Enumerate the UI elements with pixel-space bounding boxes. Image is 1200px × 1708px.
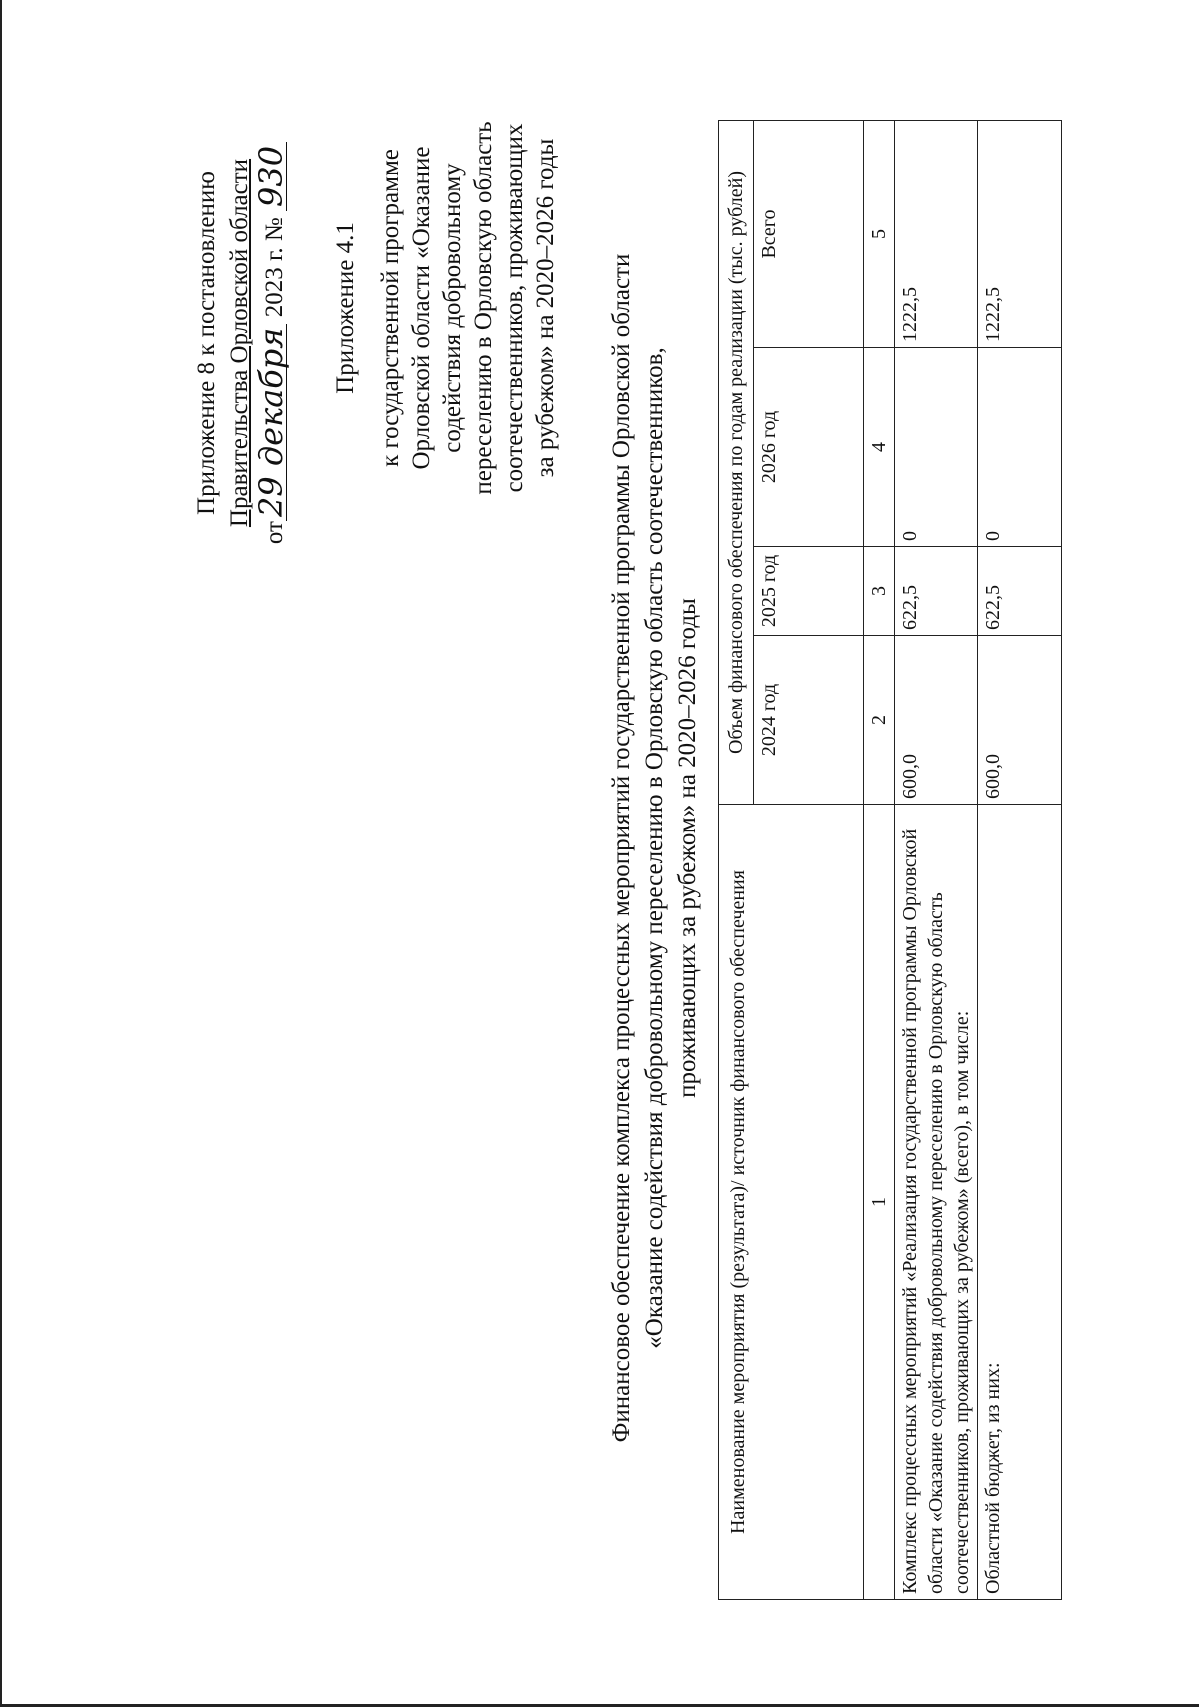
title-line: «Оказание содействия добровольному переселению в Орловскую область соотечественников, [641, 347, 668, 1349]
row-2025: 622,5 [895, 547, 978, 636]
row-name: Комплекс процессных мероприятий «Реализация государственной программы Орловской области «Оказание содействия добровольному переселению в Орловскую область соотечественников, проживающих за рубежом» (всего), в том числе: [895, 805, 978, 1600]
appendix-41-line: к государственной программе [377, 149, 404, 467]
appendix-4-1-header [330, 58, 561, 558]
table-row [978, 121, 1062, 1600]
table-header-row [719, 121, 754, 1600]
header-name-cell: Наименование мероприятия (результата)/ источник финансового обеспечения [719, 805, 864, 1600]
row-total: 1222,5 [978, 121, 1062, 348]
row-total: 1222,5 [895, 121, 978, 348]
table-column-numbers-row [864, 121, 895, 1600]
appendix-41-line: содействия добровольному [439, 163, 466, 453]
row-2026: 0 [895, 348, 978, 547]
date-year: 2023 г. № [261, 217, 288, 318]
appendix-line-2: Правительства Орловской области [226, 158, 253, 528]
row-2026: 0 [978, 348, 1062, 547]
appendix-41-line: Орловской области «Оказание [408, 146, 435, 470]
column-number: 1 [864, 805, 895, 1600]
handwritten-number: 930 [256, 142, 287, 211]
row-name: Областной бюджет, из них: [978, 805, 1062, 1600]
header-2026: 2026 год [754, 348, 864, 547]
date-prefix: от [261, 521, 288, 545]
header-volume-cell: Объем финансового обеспечения по годам реализации (тыс. рублей) [719, 121, 754, 805]
row-2024: 600,0 [895, 636, 978, 805]
row-2025: 622,5 [978, 547, 1062, 636]
document-title [605, 108, 704, 1588]
handwritten-date: 29 декабря [256, 324, 287, 522]
column-number: 3 [864, 547, 895, 636]
table-row [895, 121, 978, 1600]
appendix-41-line: переселению в Орловскую область [470, 121, 497, 495]
appendix-41-title: Приложение 4.1 [332, 222, 359, 394]
financing-table [718, 120, 1062, 1600]
appendix-line-1: Приложение 8 к постановлению [193, 171, 220, 515]
header-total: Всего [754, 121, 864, 348]
title-line: Финансовое обеспечение комплекса процессных мероприятий государственной программы Орловской области [608, 253, 635, 1443]
title-line: проживающих за рубежом» на 2020–2026 годы [674, 598, 701, 1098]
column-number: 5 [864, 121, 895, 348]
column-number: 4 [864, 348, 895, 547]
header-2024: 2024 год [754, 636, 864, 805]
row-2024: 600,0 [978, 636, 1062, 805]
column-number: 2 [864, 636, 895, 805]
appendix-date-line [252, 108, 291, 578]
appendix-41-line: за рубежом» на 2020–2026 годы [532, 138, 559, 478]
appendix-8-header [190, 108, 291, 578]
header-2025: 2025 год [754, 547, 864, 636]
appendix-41-line: соотечественников, проживающих [501, 123, 528, 493]
